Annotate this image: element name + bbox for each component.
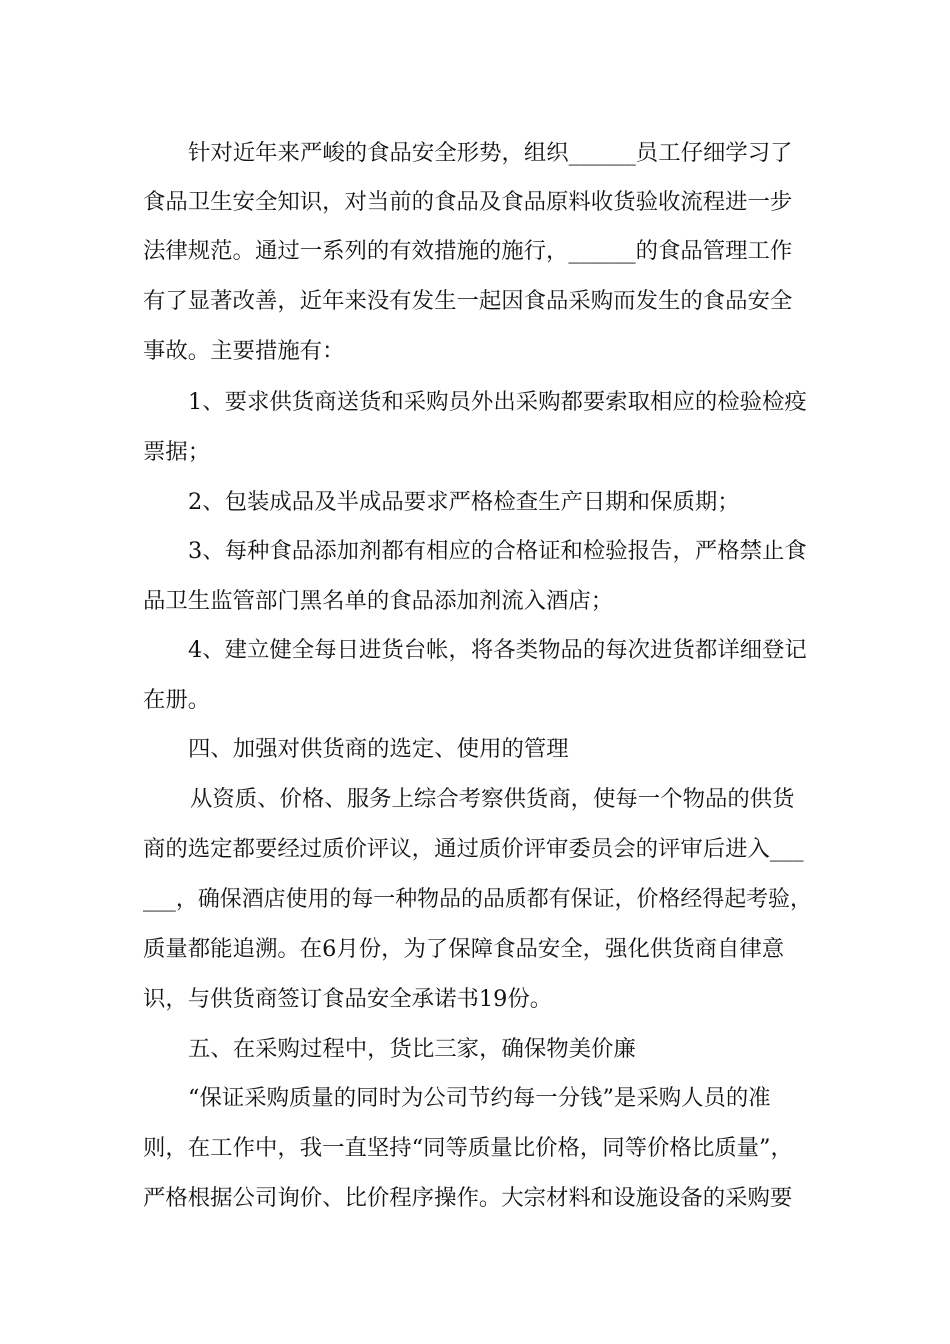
measure-3-line-2: 品卫生监管部门黑名单的食品添加剂流入酒店； (143, 588, 614, 614)
section-5-paragraph-line-2: 则，在工作中，我一直坚持“同等质量比价格，同等价格比质量”， (143, 1135, 793, 1161)
section-4-paragraph-line-3: ___，确保酒店使用的每一种物品的品质都有保证，价格经得起考验， (143, 886, 812, 912)
paragraph-intro-line-2: 食品卫生安全知识，对当前的食品及食品原料收货验收流程进一步 (143, 189, 793, 215)
paragraph-intro-line-4: 有了显著改善，近年来没有发生一起因食品采购而发生的食品安全 (143, 288, 793, 314)
section-4-paragraph-line-4: 质量都能追溯。在6月份，为了保障食品安全，强化供货商自律意 (143, 936, 785, 962)
measure-4-line-1: 4、建立健全每日进货台帐，将各类物品的每次进货都详细登记 (188, 637, 807, 663)
section-4-paragraph-line-2: 商的选定都要经过质价评议，通过质价评审委员会的评审后进入___ (143, 836, 804, 862)
paragraph-intro-line-1: 针对近年来严峻的食品安全形势，组织______员工仔细学习了 (188, 140, 793, 166)
section-4-paragraph-line-5: 识，与供货商签订食品安全承诺书19份。 (143, 986, 553, 1012)
section-5-paragraph-line-1: “保证采购质量的同时为公司节约每一分钱”是采购人员的准 (188, 1085, 771, 1111)
section-5-paragraph-line-3: 严格根据公司询价、比价程序操作。大宗材料和设施设备的采购要 (143, 1185, 793, 1211)
section-heading-4: 四、加强对供货商的选定、使用的管理 (188, 736, 569, 762)
measure-4-line-2: 在册。 (143, 687, 211, 713)
section-4-paragraph-line-1: 从资质、价格、服务上综合考察供货商，使每一个物品的供货 (190, 786, 795, 812)
section-heading-5: 五、在采购过程中，货比三家，确保物美价廉 (188, 1036, 636, 1062)
paragraph-intro-line-5: 事故。主要措施有： (143, 338, 345, 364)
paragraph-intro-line-3: 法律规范。通过一系列的有效措施的施行，______的食品管理工作 (143, 238, 793, 264)
measure-3-line-1: 3、每种食品添加剂都有相应的合格证和检验报告，严格禁止食 (188, 538, 807, 564)
measure-1-line-2: 票据； (143, 439, 211, 465)
measure-1-line-1: 1、要求供货商送货和采购员外出采购都要索取相应的检验检疫 (188, 389, 807, 415)
measure-2-line-1: 2、包装成品及半成品要求严格检查生产日期和保质期； (188, 489, 740, 515)
